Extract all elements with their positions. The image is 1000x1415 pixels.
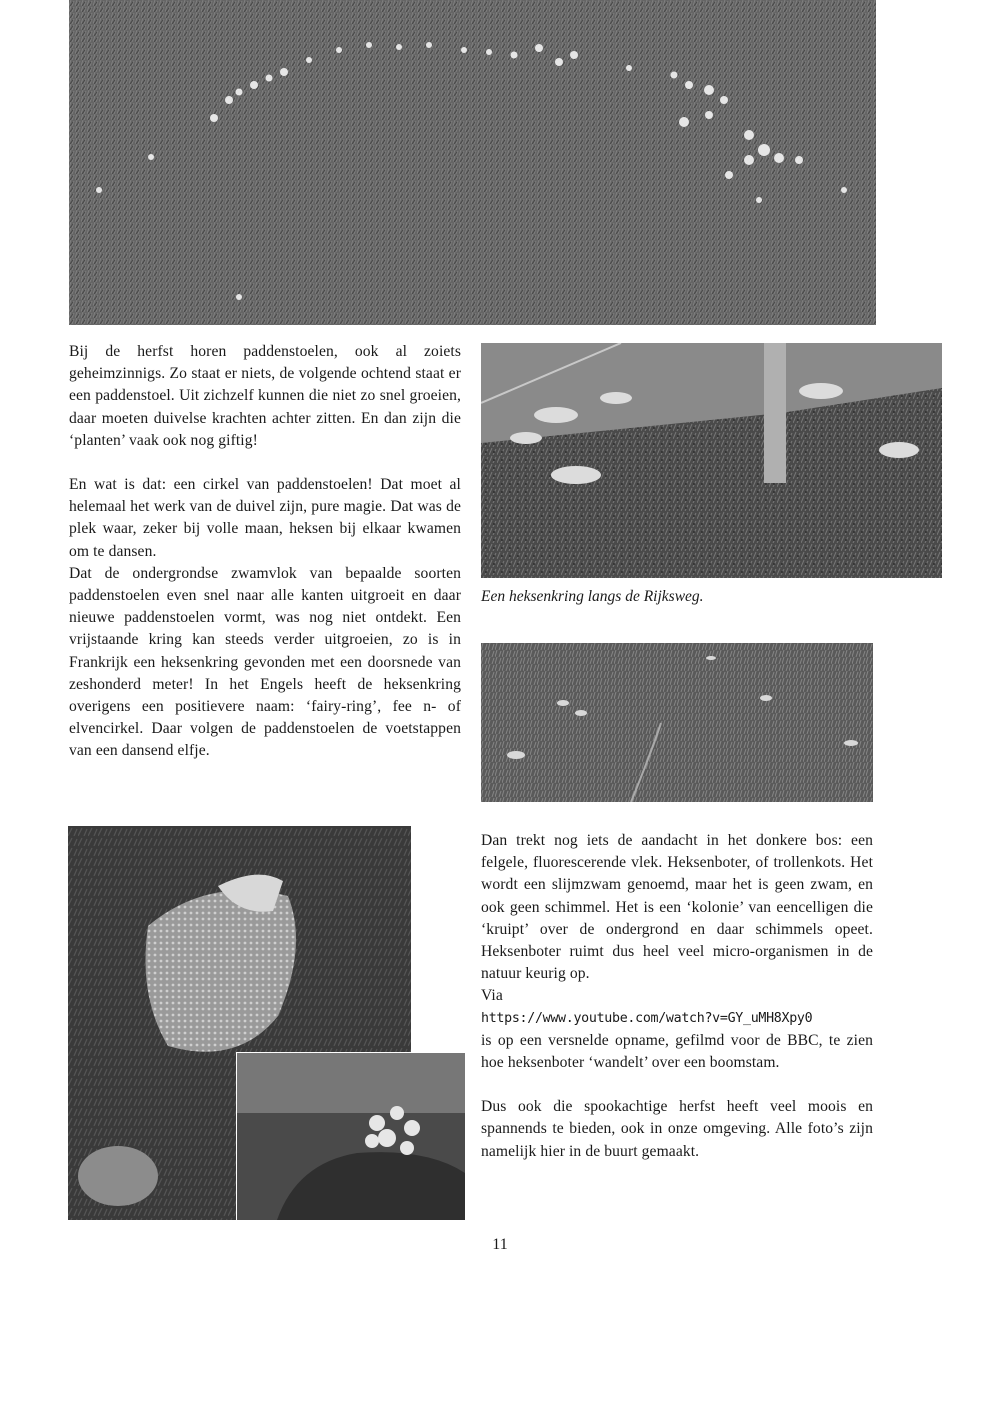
page-number: 11 [492, 1236, 508, 1253]
photo-caption: Een heksenkring langs de Rijksweg. [481, 588, 704, 605]
youtube-link[interactable]: https://www.youtube.com/watch?v=GY_uMH8Xpy0 [481, 1010, 813, 1026]
fairy-ring-grass-photo [69, 0, 876, 325]
paragraph: is op een versnelde opname, gefilmd voor de BBC, te zien hoe heksenboter ‘wandelt’ over een boomstam. [481, 1031, 873, 1072]
slime-mold-closeup-photo [236, 1052, 466, 1221]
left-column-text [69, 341, 461, 763]
paragraph: Dan trekt nog iets de aandacht in het donkere bos: een felgele, fluorescerende vlek. Heksenboter, of trollenkots. Het wordt een slijmzwam genoemd, maar het is geen zwam, en ook geen schimmel. Het is een ‘kolonie’ van eencelligen die ‘kruipt’ over de ondergrond en daar schimmels opeet. Heksenboter ruimt dus heel veel micro-organismen in de natuur keurig op. [481, 832, 873, 983]
right-column-text [481, 830, 873, 1163]
paragraph: En wat is dat: een cirkel van paddenstoelen! Dat moet al helemaal het werk van de duivel zijn, pure magie. Dat was de plek waar, zeker bij volle maan, heksen bij elkaar kwamen om te dansen. [69, 476, 461, 560]
via-label: Via [481, 987, 503, 1005]
paragraph: Bij de herfst horen paddenstoelen, ook al zoiets geheimzinnigs. Zo staat er niets, de volgende ochtend staat er een paddenstoel. Uit zichzelf kunnen die niet zo snel groeien, daar moeten duivelse krachten achter zitten. En dan zijn die ‘planten’ vaak ook nog giftig! [69, 343, 461, 449]
paragraph: Dat de ondergrondse zwamvlok van bepaalde soorten paddenstoelen even snel naar alle kanten uitgroeit en daar nieuwe paddenstoelen vormt, was nog niet ontdekt. Een vrijstaande kring kan steeds verder uitgroeien, zo is in Frankrijk een heksenkring gevonden met een doorsnede van zeshonderd meter! In het Engels heeft de heksenkring overigens een positievere naam: ‘fairy-ring’, fee n- of elvencirkel. Daar volgen de paddenstoelen de voetstappen van een dansend elfje. [69, 564, 461, 760]
meadow-mushrooms-photo [481, 643, 873, 802]
roadside-mushrooms-photo [481, 343, 942, 578]
paragraph: Dus ook die spookachtige herfst heeft veel moois en spannends te bieden, ook in onze omgeving. Alle foto’s zijn namelijk hier in de buurt gemaakt. [481, 1098, 873, 1160]
